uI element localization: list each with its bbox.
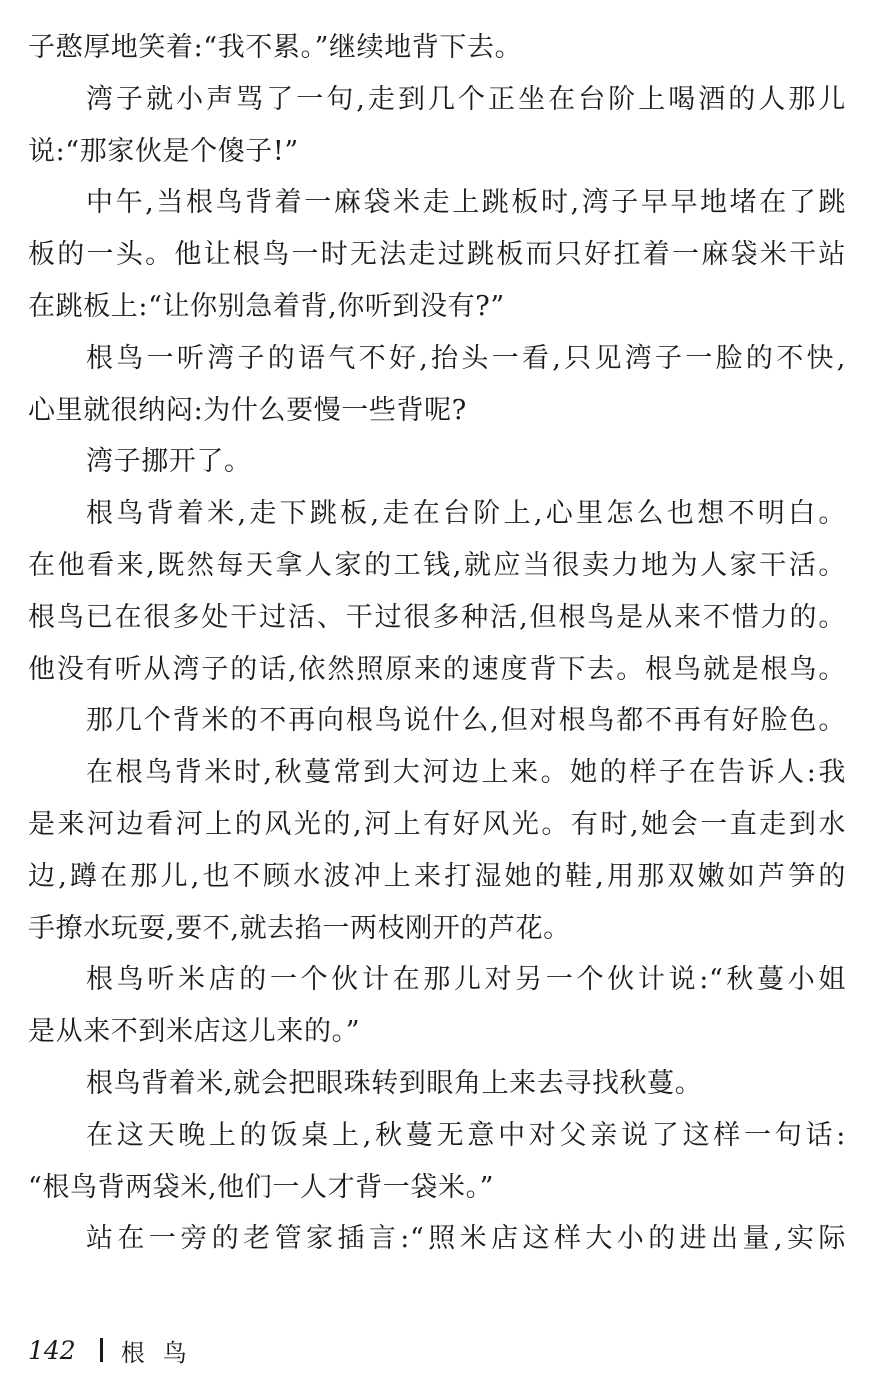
text-line: 那几个背米的不再向根鸟说什么,但对根鸟都不再有好脸色。 <box>86 705 846 737</box>
text-line: 在这天晚上的饭桌上,秋蔓无意中对父亲说了这样一句话: <box>86 1119 846 1151</box>
text-line: 根鸟已在很多处干过活、干过很多种活,但根鸟是从来不惜力的。 <box>28 601 846 633</box>
text-line: 湾子挪开了。 <box>86 446 252 478</box>
text-line: 在根鸟背米时,秋蔓常到大河边上来。她的样子在告诉人:我 <box>86 757 846 789</box>
text-line: 在跳板上:“让你别急着背,你听到没有?” <box>28 290 505 322</box>
text-line: 根鸟一听湾子的语气不好,抬头一看,只见湾子一脸的不快, <box>86 342 846 374</box>
text-line: 是从来不到米店这儿来的。” <box>28 1016 361 1048</box>
body-text <box>28 22 846 1265</box>
text-line: 他没有听从湾子的话,依然照原来的速度背下去。根鸟就是根鸟。 <box>28 653 846 685</box>
text-line: 心里就很纳闷:为什么要慢一些背呢? <box>28 394 467 426</box>
running-title: 根鸟 <box>120 1338 205 1367</box>
text-line: 子憨厚地笑着:“我不累。”继续地背下去。 <box>28 32 523 63</box>
text-line: 根鸟背着米,走下跳板,走在台阶上,心里怎么也想不明白。 <box>86 498 846 530</box>
text-line: 边,蹲在那儿,也不顾水波冲上来打湿她的鞋,用那双嫩如芦笋的 <box>28 860 846 892</box>
text-line: 根鸟背着米,就会把眼珠转到眼角上来去寻找秋蔓。 <box>86 1067 703 1099</box>
text-line: 根鸟听米店的一个伙计在那儿对另一个伙计说:“秋蔓小姐 <box>86 964 846 996</box>
text-line: 板的一头。他让根鸟一时无法走过跳板而只好扛着一麻袋米干站 <box>28 239 846 271</box>
text-line: 在他看来,既然每天拿人家的工钱,就应当很卖力地为人家干活。 <box>28 549 846 581</box>
text-line: 中午,当根鸟背着一麻袋米走上跳板时,湾子早早地堵在了跳 <box>86 187 846 219</box>
text-line: “根鸟背两袋米,他们一人才背一袋米。” <box>28 1171 495 1203</box>
page-number: 142 <box>28 1335 76 1365</box>
text-line: 站在一旁的老管家插言:“照米店这样大小的进出量,实际 <box>86 1223 846 1255</box>
text-line: 是来河边看河上的风光的,河上有好风光。有时,她会一直走到水 <box>28 808 846 840</box>
footer-divider <box>100 1338 103 1362</box>
text-line: 手撩水玩耍,要不,就去掐一两枝刚开的芦花。 <box>28 912 571 944</box>
text-line: 说:“那家伙是个傻子!” <box>28 135 299 167</box>
text-line: 湾子就小声骂了一句,走到几个正坐在台阶上喝酒的人那儿 <box>86 83 846 115</box>
page-footer <box>28 1330 205 1370</box>
